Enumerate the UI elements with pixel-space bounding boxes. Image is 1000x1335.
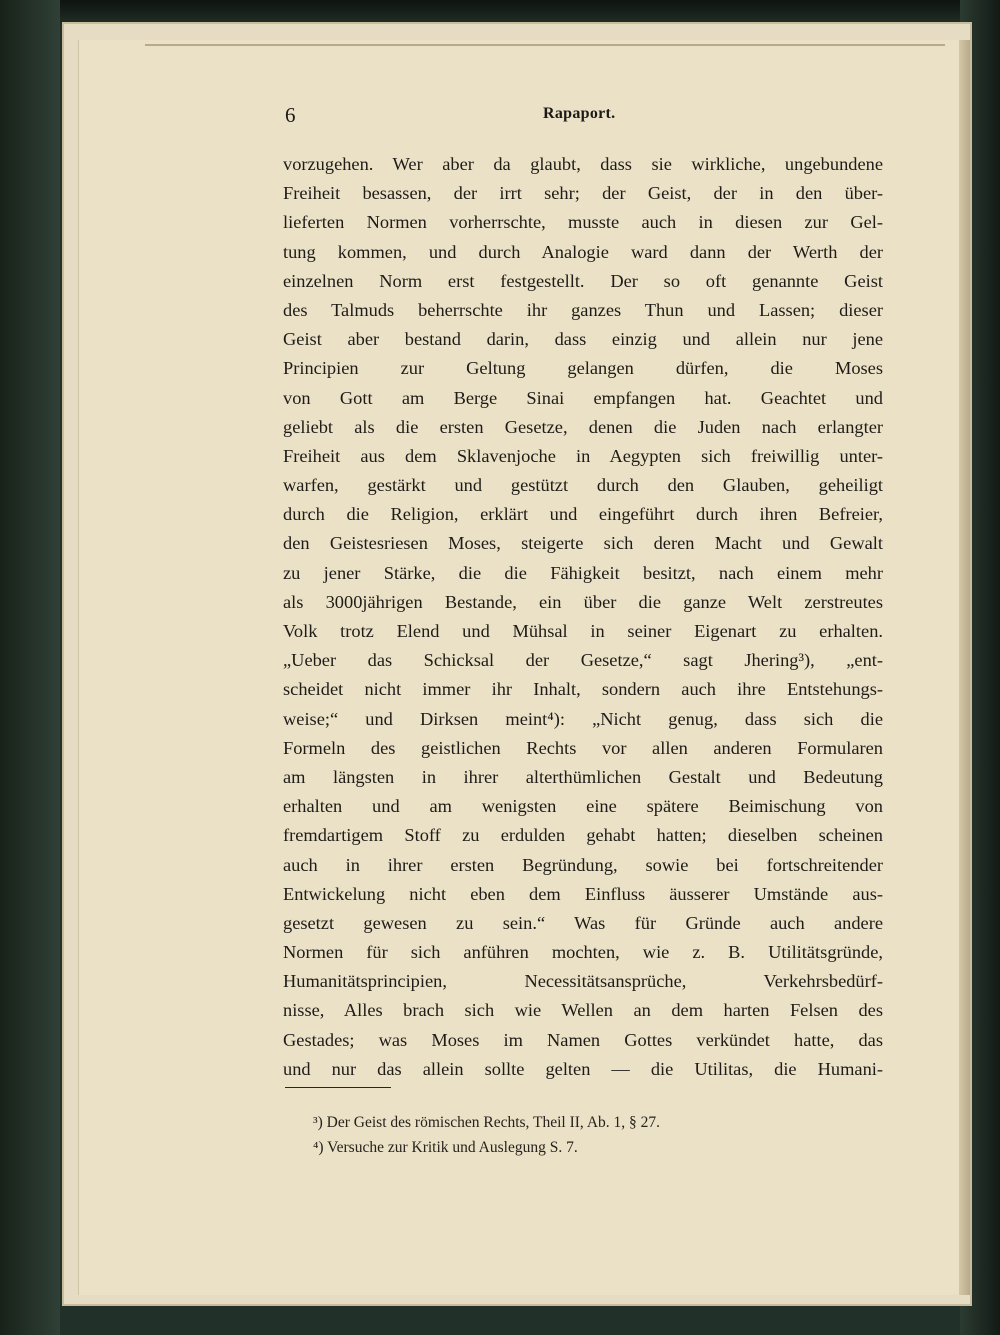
text-line: Entwickelung nicht eben dem Einfluss äusserer Umstände aus-: [283, 883, 883, 904]
text-line: fremdartigem Stoff zu erdulden gehabt hatten; dieselben scheinen: [283, 825, 883, 846]
text-line: gesetzt gewesen zu sein.“ Was für Gründe auch andere: [283, 912, 883, 933]
text-line: von Gott am Berge Sinai empfangen hat. Geachtet und: [283, 387, 883, 408]
text-line: weise;“ und Dirksen meint⁴): „Nicht genug, dass sich die: [283, 708, 883, 729]
text-line: Freiheit aus dem Sklavenjoche in Aegypten sich freiwillig unter-: [283, 445, 883, 466]
text-line: „Ueber das Schicksal der Gesetze,“ sagt Jhering³), „ent-: [283, 650, 883, 671]
text-line: Gestades; was Moses im Namen Gottes verkündet hatte, das: [283, 1029, 883, 1050]
text-line: durch die Religion, erklärt und eingeführt durch ihren Befreier,: [283, 504, 883, 525]
footnote-rule: [285, 1087, 391, 1088]
text-line: nisse, Alles brach sich wie Wellen an dem harten Felsen des: [283, 1000, 883, 1021]
text-line: auch in ihrer ersten Begründung, sowie bei fortschreitender: [283, 854, 883, 875]
text-line: Freiheit besassen, der irrt sehr; der Geist, der in den über-: [283, 183, 883, 204]
page-header: [285, 103, 885, 133]
text-line: Volk trotz Elend und Mühsal in seiner Eigenart zu erhalten.: [283, 621, 883, 641]
text-line: Formeln des geistlichen Rechts vor allen anderen Formularen: [283, 737, 883, 758]
text-line: Principien zur Geltung gelangen dürfen, die Moses: [283, 358, 883, 379]
footnotes: [313, 1110, 853, 1160]
text-line: und nur das allein sollte gelten — die Utilitas, die Humani-: [283, 1058, 883, 1079]
footnote: ⁴) Versuche zur Kritik und Auslegung S. 7.: [313, 1139, 578, 1156]
text-line: Geist aber bestand darin, dass einzig und allein nur jene: [283, 329, 883, 350]
text-line: des Talmuds beherrschte ihr ganzes Thun und Lassen; dieser: [283, 299, 883, 320]
text-line: als 3000jährigen Bestande, ein über die ganze Welt zerstreutes: [283, 591, 883, 612]
page-top-rule: [145, 44, 945, 46]
book-cover-left: [0, 0, 60, 1335]
text-line: Normen für sich anführen mochten, wie z. B. Utilitätsgründe,: [283, 942, 883, 963]
page-edge: [958, 40, 970, 1295]
text-line: den Geistesriesen Moses, steigerte sich deren Macht und Gewalt: [283, 533, 883, 554]
text-line: erhalten und am wenigsten eine spätere Beimischung von: [283, 796, 883, 817]
text-line: scheidet nicht immer ihr Inhalt, sondern auch ihre Entstehungs-: [283, 679, 883, 700]
text-line: am längsten in ihrer alterthümlichen Gestalt und Bedeutung: [283, 766, 883, 787]
page-number: 6: [285, 103, 296, 127]
text-line: einzelnen Norm erst festgestellt. Der so oft genannte Geist: [283, 270, 883, 291]
text-line: warfen, gestärkt und gestützt durch den Glauben, geheiligt: [283, 475, 883, 496]
text-line: tung kommen, und durch Analogie ward dann der Werth der: [283, 241, 883, 262]
footnote: ³) Der Geist des römischen Rechts, Theil II, Ab. 1, § 27.: [313, 1114, 661, 1131]
text-line: lieferten Normen vorherrschte, musste auch in diesen zur Gel-: [283, 212, 883, 233]
text-line: zu jener Stärke, die die Fähigkeit besitzt, nach einem mehr: [283, 562, 883, 583]
text-line: vorzugehen. Wer aber da glaubt, dass sie wirkliche, ungebundene: [283, 154, 883, 174]
body-text: [283, 150, 883, 1084]
text-line: geliebt als die ersten Gesetze, denen die Juden nach erlangter: [283, 416, 883, 437]
text-line: Humanitätsprincipien, Necessitätsansprüche, Verkehrsbedürf-: [283, 971, 883, 992]
running-head: Rapaport.: [543, 105, 616, 122]
